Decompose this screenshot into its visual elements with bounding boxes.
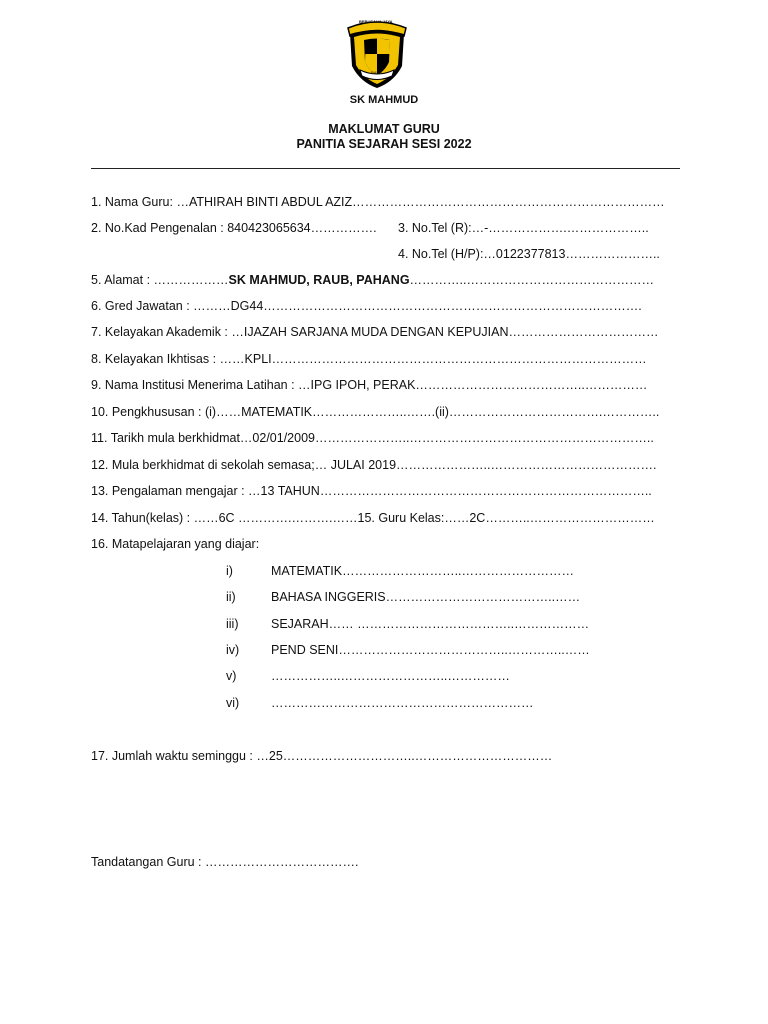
field-tahun-kelas: 14. Tahun(kelas) : ……6C ………….……….……15. Guru Kelas:……2C………..………………………… (91, 511, 655, 525)
alamat-dots: …………..……………………………………… (409, 273, 654, 287)
form-subtitle: PANITIA SEJARAH SESI 2022 (296, 137, 472, 151)
field-tarikh-mula: 11. Tarikh mula berkhidmat…02/01/2009…………………..………………………………………………….. (91, 431, 654, 445)
subject-item: PEND SENI…………………………………..…………..…… (271, 643, 590, 657)
field-pengkhususan: 10. Pengkhususan : (i)……MATEMATIK…………………..…….(ii)……………………………….………….. (91, 405, 660, 419)
subject-number: iii) (226, 617, 239, 631)
subject-number: v) (226, 669, 237, 683)
subject-number: vi) (226, 696, 240, 710)
logo-text-top: BERUSAHA JAYA (359, 19, 393, 24)
field-kelayakan-akademik: 7. Kelayakan Akademik : …IJAZAH SARJANA MUDA DENGAN KEPUJIAN……………………………… (91, 325, 659, 339)
subject-item: MATEMATIK………………………..……………………… (271, 564, 575, 578)
field-alamat (91, 273, 654, 287)
alamat-label: 5. Alamat : ……………… (91, 273, 229, 287)
form-title: MAKLUMAT GURU (328, 122, 440, 136)
school-name: SK MAHMUD (349, 94, 419, 106)
subject-number: ii) (226, 590, 236, 604)
subject-item: BAHASA INGGERIS…………………………………..…… (271, 590, 581, 604)
field-kelayakan-ikhtisas: 8. Kelayakan Ikhtisas : ……KPLI……………………………………………………………………………… (91, 352, 647, 366)
field-jumlah-waktu: 17. Jumlah waktu seminggu : …25…………………………..…………………………… (91, 749, 553, 763)
field-no-tel-rumah: 3. No.Tel (R):…-……………….……………….. (398, 221, 649, 235)
field-nama-guru: 1. Nama Guru: …ATHIRAH BINTI ABDUL AZIZ………………………………………………………………… (91, 195, 665, 209)
field-gred-jawatan: 6. Gred Jawatan : ………DG44………………………………………………………………………………. (91, 299, 642, 313)
field-mula-sekolah-semasa: 12. Mula berkhidmat di sekolah semasa;… JULAI 2019…………………..…………………………………. (91, 458, 657, 472)
field-institusi-latihan: 9. Nama Institusi Menerima Latihan : …IPG IPOH, PERAK…………………………………..…………… (91, 378, 648, 392)
field-no-tel-hp: 4. No.Tel (H/P):…0122377813………………….. (398, 247, 660, 261)
field-matapelajaran-label: 16. Matapelajaran yang diajar: (91, 537, 260, 551)
subject-item: ……………………………………………………… (271, 696, 534, 710)
alamat-value: SK MAHMUD, RAUB, PAHANG (228, 273, 410, 287)
school-crest-icon (338, 14, 416, 92)
field-pengalaman-mengajar: 13. Pengalaman mengajar : …13 TAHUN…………………………………………………………………….. (91, 484, 652, 498)
subject-item: ……………..……………………..…………… (271, 669, 510, 683)
field-tandatangan-guru: Tandatangan Guru : ………………………………. (91, 855, 359, 869)
subject-number: iv) (226, 643, 240, 657)
header-divider (91, 168, 680, 169)
field-no-kad-pengenalan: 2. No.Kad Pengenalan : 840423065634……………. (91, 221, 377, 235)
logo-text-bottom: RAUB (371, 70, 383, 75)
subject-item: SEJARAH…… ………………………………..……………… (271, 617, 590, 631)
subject-number: i) (226, 564, 233, 578)
